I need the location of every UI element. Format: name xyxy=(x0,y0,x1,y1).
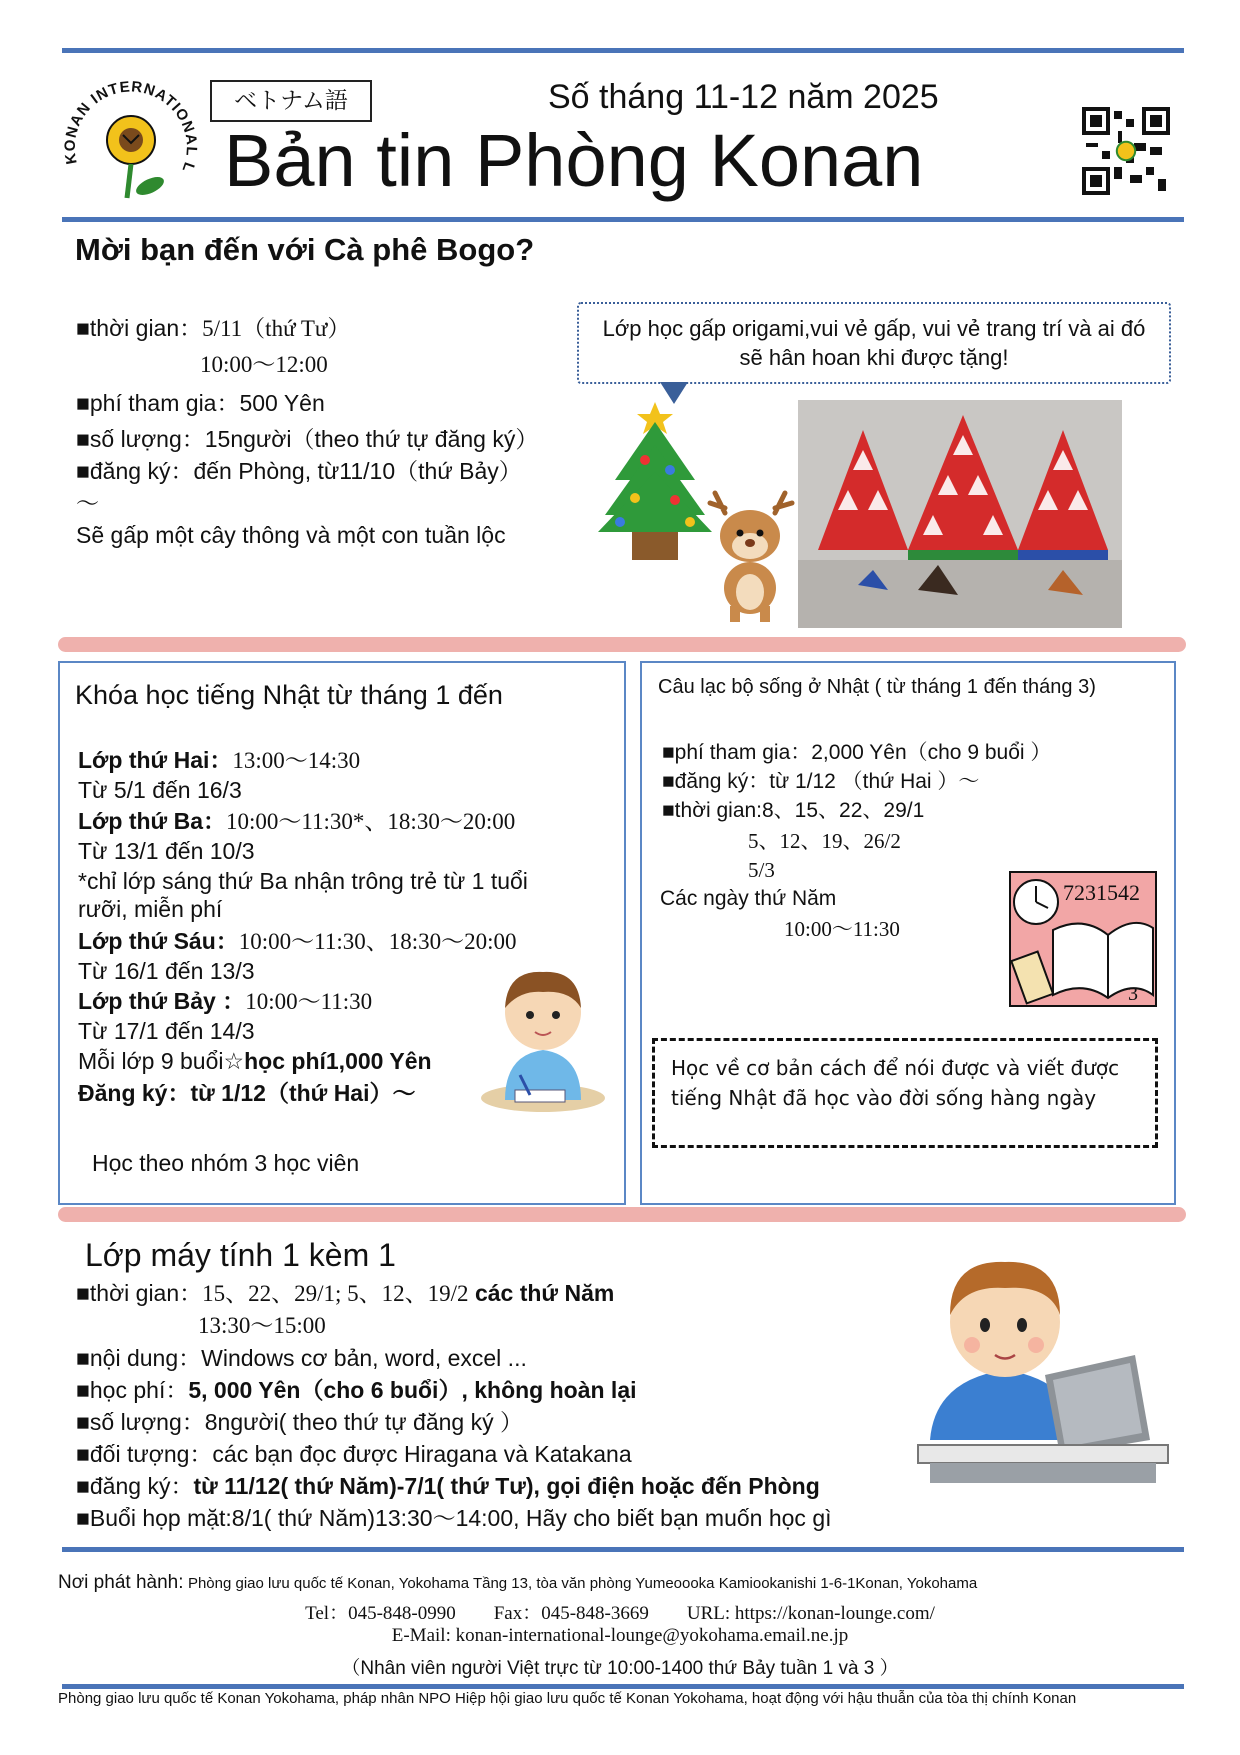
issue-date: Số tháng 11-12 năm 2025 xyxy=(548,78,939,116)
club-weekday: Các ngày thứ Năm xyxy=(660,887,837,910)
computer-register xyxy=(76,1471,820,1501)
saturday-time: 10:00～11:30 xyxy=(245,989,373,1014)
bogo-time xyxy=(76,313,350,344)
tuesday-label: Lớp thứ Ba： xyxy=(78,808,226,834)
monday-time: 13:00～14:30 xyxy=(232,748,361,773)
tuesday-dates: Từ 13/1 đến 10/3 xyxy=(78,838,255,864)
bogo-heading: Mời bạn đến với Cà phê Bogo? xyxy=(75,232,535,267)
computer-fee-value: 5, 000 Yên（cho 6 buổi）, không hoàn lại xyxy=(188,1377,637,1403)
friday-time: 10:00～11:30、18:30～20:00 xyxy=(238,929,517,954)
publisher-line xyxy=(58,1572,977,1594)
club-dates-jan: ■thời gian:8、15、22、29/1 xyxy=(662,799,925,822)
computer-meeting: ■Buổi họp mặt:8/1( thứ Năm)13:30～14:00, Hãy cho biết bạn muốn học gì xyxy=(76,1505,832,1531)
bogo-time-date: 5/11（thứ Tư） xyxy=(202,316,351,341)
course-fee-amount: học phí1,000 Yên xyxy=(244,1048,432,1074)
computer-time xyxy=(76,1278,614,1309)
bogo-register-tilde: ～ xyxy=(76,490,99,516)
bogo-note: Sẽ gấp một cây thông và một con tuần lộc xyxy=(76,522,506,548)
friday-label: Lớp thứ Sáu： xyxy=(78,928,239,954)
laptop-man-illustration xyxy=(910,1240,1172,1485)
speech-bubble: Lớp học gấp origami,vui vẻ gấp, vui vẻ trang trí và ai đó sẽ hân hoan khi được tặng! xyxy=(577,302,1171,384)
section-divider-1 xyxy=(58,637,1186,652)
course-group: Học theo nhóm 3 học viên xyxy=(92,1150,360,1176)
course-fee xyxy=(78,1046,432,1076)
book-clock-illustration xyxy=(1008,870,1158,1008)
header-bottom-rule xyxy=(62,217,1184,222)
bogo-time-hours: 10:00～12:00 xyxy=(200,352,328,377)
saturday-label: Lớp thứ Bảy ： xyxy=(78,988,246,1014)
computer-register-label: ■đăng ký： xyxy=(76,1473,194,1499)
publisher-address: Phòng giao lưu quốc tế Konan, Yokohama Tầng 13, tòa văn phòng Yumeoooka Kamiookanishi 1-6-1Konan, Yokohama xyxy=(187,1575,978,1592)
footer-bottom-rule xyxy=(62,1684,1184,1689)
saturday-class xyxy=(78,986,372,1017)
page-title: Bản tin Phòng Konan xyxy=(224,119,924,202)
email-line: E-Mail: konan-international-lounge@yokohama.email.ne.jp xyxy=(391,1625,849,1646)
logo-text: KONAN INTERNATIONAL L xyxy=(61,78,201,176)
friday-class xyxy=(78,926,517,957)
club-dates-feb: 5、12、19、26/2 xyxy=(748,829,901,853)
qr-code xyxy=(1082,107,1170,195)
course-fee-prefix: Mỗi lớp 9 buổi☆ xyxy=(78,1048,245,1074)
footer-top-rule xyxy=(62,1547,1184,1552)
computer-target: ■đối tượng：các bạn đọc được Hiragana và Katakana xyxy=(76,1441,632,1467)
computer-time-hours: 13:30～15:00 xyxy=(198,1313,326,1338)
staff-line: （Nhân viên người Việt trực từ 10:00-1400 thứ Bảy tuần 1 và 3 ） xyxy=(341,1658,899,1679)
saturday-dates: Từ 17/1 đến 14/3 xyxy=(78,1018,255,1044)
contact-line: Tel：045-848-0990 Fax：045-848-3669 URL: https://konan-lounge.com/ xyxy=(305,1603,935,1624)
club-fee: ■phí tham gia：2,000 Yên（cho 9 buổi ） xyxy=(662,741,1052,764)
studying-boy-illustration xyxy=(475,950,610,1115)
konan-logo xyxy=(55,68,210,218)
course-register: Đăng ký：từ 1/12（thứ Hai）～ xyxy=(78,1080,416,1106)
svg-text:7231542: 7231542 xyxy=(1063,880,1140,905)
computer-capacity: ■số lượng：8người( theo thứ tự đăng ký ） xyxy=(76,1409,524,1435)
computer-time-suffix: các thứ Năm xyxy=(468,1280,615,1306)
club-dates-mar: 5/3 xyxy=(748,858,775,882)
tuesday-note-1: *chỉ lớp sáng thứ Ba nhận trông trẻ từ 1 tuổi xyxy=(78,868,528,894)
life-club-heading: Câu lạc bộ sống ở Nhật ( từ tháng 1 đến tháng 3) xyxy=(658,676,1096,698)
top-rule xyxy=(62,48,1184,53)
bogo-time-label: ■thời gian： xyxy=(76,315,203,341)
bottom-note: Phòng giao lưu quốc tế Konan Yokohama, pháp nhân NPO Hiệp hội giao lưu quốc tế Konan Yokohama, hoạt động với hậu thuẫn của tòa thị chính Konan xyxy=(58,1690,1077,1707)
japanese-course-heading: Khóa học tiếng Nhật từ tháng 1 đến xyxy=(75,680,503,710)
club-description-box: Học về cơ bản cách để nói được và viết được tiếng Nhật đã học vào đời sống hàng ngày xyxy=(652,1038,1158,1148)
computer-fee-label: ■học phí： xyxy=(76,1377,189,1403)
club-hours: 10:00～11:30 xyxy=(784,917,900,941)
club-register: ■đăng ký：từ 1/12 （thứ Hai ）～ xyxy=(662,770,980,793)
language-tag: ベトナム語 xyxy=(210,80,372,122)
computer-heading: Lớp máy tính 1 kèm 1 xyxy=(85,1237,396,1273)
monday-label: Lớp thứ Hai： xyxy=(78,747,233,773)
tuesday-class xyxy=(78,806,515,837)
svg-text:3: 3 xyxy=(1128,983,1138,1005)
tuesday-time: 10:00～11:30*、18:30～20:00 xyxy=(226,809,516,834)
section-divider-2 xyxy=(58,1207,1186,1222)
reindeer-illustration xyxy=(700,488,805,623)
origami-photo xyxy=(798,400,1122,628)
bogo-fee: ■phí tham gia：500 Yên xyxy=(76,390,325,416)
friday-dates: Từ 16/1 đến 13/3 xyxy=(78,958,255,984)
bogo-capacity: ■số lượng：15người（theo thứ tự đăng ký） xyxy=(76,426,539,452)
tuesday-note-2: rưỡi, miễn phí xyxy=(78,896,223,922)
bogo-register: ■đăng ký：đến Phòng, từ11/10（thứ Bảy） xyxy=(76,458,522,484)
computer-content: ■nội dung：Windows cơ bản, word, excel ... xyxy=(76,1345,527,1371)
monday-dates: Từ 5/1 đến 16/3 xyxy=(78,777,242,803)
computer-register-value: từ 11/12( thứ Năm)-7/1( thứ Tư), gọi điện hoặc đến Phòng xyxy=(193,1473,820,1499)
monday-class xyxy=(78,745,360,776)
publisher-label: Nơi phát hành: xyxy=(58,1572,184,1593)
computer-time-label: ■thời gian： xyxy=(76,1280,203,1306)
computer-fee xyxy=(76,1375,637,1405)
computer-time-dates: 15、22、29/1; 5、12、19/2 xyxy=(202,1281,469,1306)
